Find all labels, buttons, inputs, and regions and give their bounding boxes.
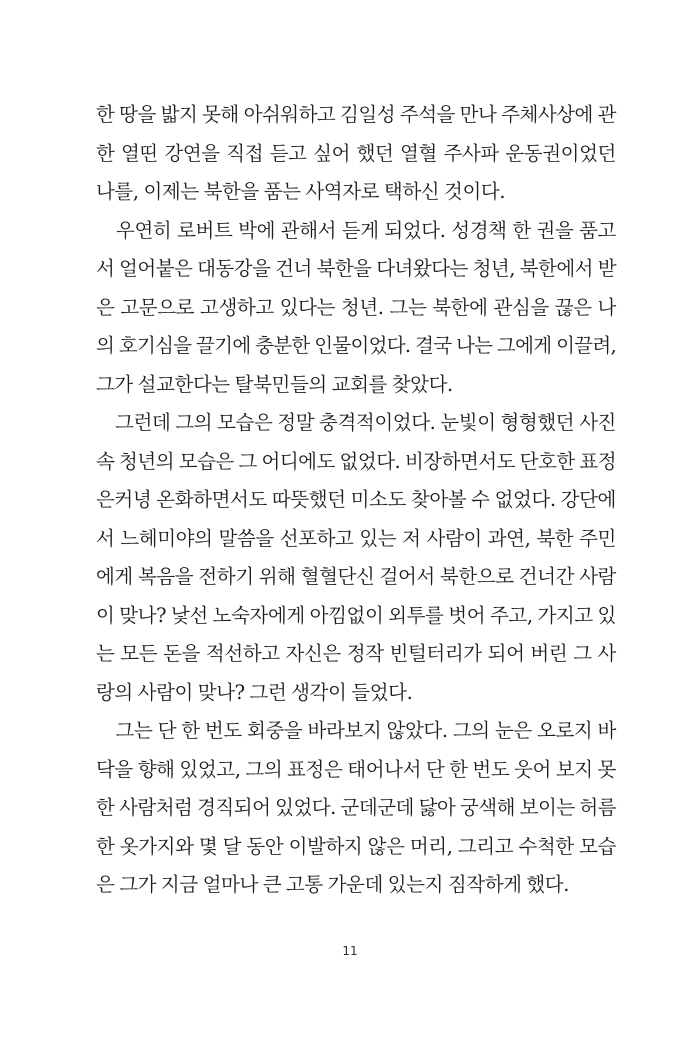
text-line: 이 맞나? 낯선 노숙자에게 아낌없이 외투를 벗어 주고, 가지고 있 (96, 603, 616, 627)
paragraph (96, 712, 616, 905)
text-line: 한 옷가지와 몇 달 동안 이발하지 않은 머리, 그리고 수척한 모습 (96, 834, 616, 858)
body-text (96, 96, 616, 905)
text-line: 에게 복음을 전하기 위해 혈혈단신 걸어서 북한으로 건너간 사람 (96, 565, 616, 588)
text-line: 그런데 그의 모습은 정말 충격적이었다. 눈빛이 형형했던 사진 (96, 411, 616, 434)
text-line: 그가 설교한다는 탈북민들의 교회를 찾았다. (96, 372, 453, 396)
text-line: 우연히 로버트 박에 관해서 듣게 되었다. 성경책 한 권을 품고 (96, 218, 616, 242)
text-line: 나를, 이제는 북한을 품는 사역자로 택하신 것이다. (96, 180, 506, 203)
text-line: 닥을 향해 있었고, 그의 표정은 태어나서 단 한 번도 웃어 보지 못 (96, 757, 616, 781)
text-line: 은 그가 지금 얼마나 큰 고통 가운데 있는지 짐작하게 했다. (96, 873, 570, 896)
text-line: 한 열띤 강연을 직접 듣고 싶어 했던 열혈 주사파 운동권이었던 (96, 141, 616, 165)
text-line: 속 청년의 모습은 그 어디에도 없었다. 비장하면서도 단호한 표정 (96, 449, 617, 473)
text-line: 는 모든 돈을 적선하고 자신은 정작 빈털터리가 되어 버린 그 사 (96, 642, 616, 665)
text-line: 은 고문으로 고생하고 있다는 청년. 그는 북한에 관심을 끊은 나 (96, 295, 616, 319)
text-line: 한 사람처럼 경직되어 있었다. 군데군데 닳아 궁색해 보이는 허름 (96, 796, 617, 819)
text-line: 한 땅을 밟지 못해 아쉬워하고 김일성 주석을 만나 주체사상에 관 (96, 103, 616, 126)
paragraph (96, 404, 616, 712)
paragraph (96, 212, 616, 405)
text-line: 랑의 사람이 맞나? 그런 생각이 들었다. (96, 680, 413, 704)
text-line: 서 느헤미야의 말씀을 선포하고 있는 저 사람이 과연, 북한 주민 (96, 526, 616, 550)
paragraph (96, 96, 616, 212)
text-line: 그는 단 한 번도 회중을 바라보지 않았다. 그의 눈은 오로지 바 (96, 719, 616, 742)
page-number: 11 (342, 944, 358, 958)
text-line: 서 얼어붙은 대동강을 건너 북한을 다녀왔다는 청년, 북한에서 받 (96, 257, 617, 280)
text-line: 의 호기심을 끌기에 충분한 인물이었다. 결국 나는 그에게 이끌려, (96, 334, 616, 357)
text-line: 은커녕 온화하면서도 따뜻했던 미소도 찾아볼 수 없었다. 강단에 (96, 488, 616, 511)
